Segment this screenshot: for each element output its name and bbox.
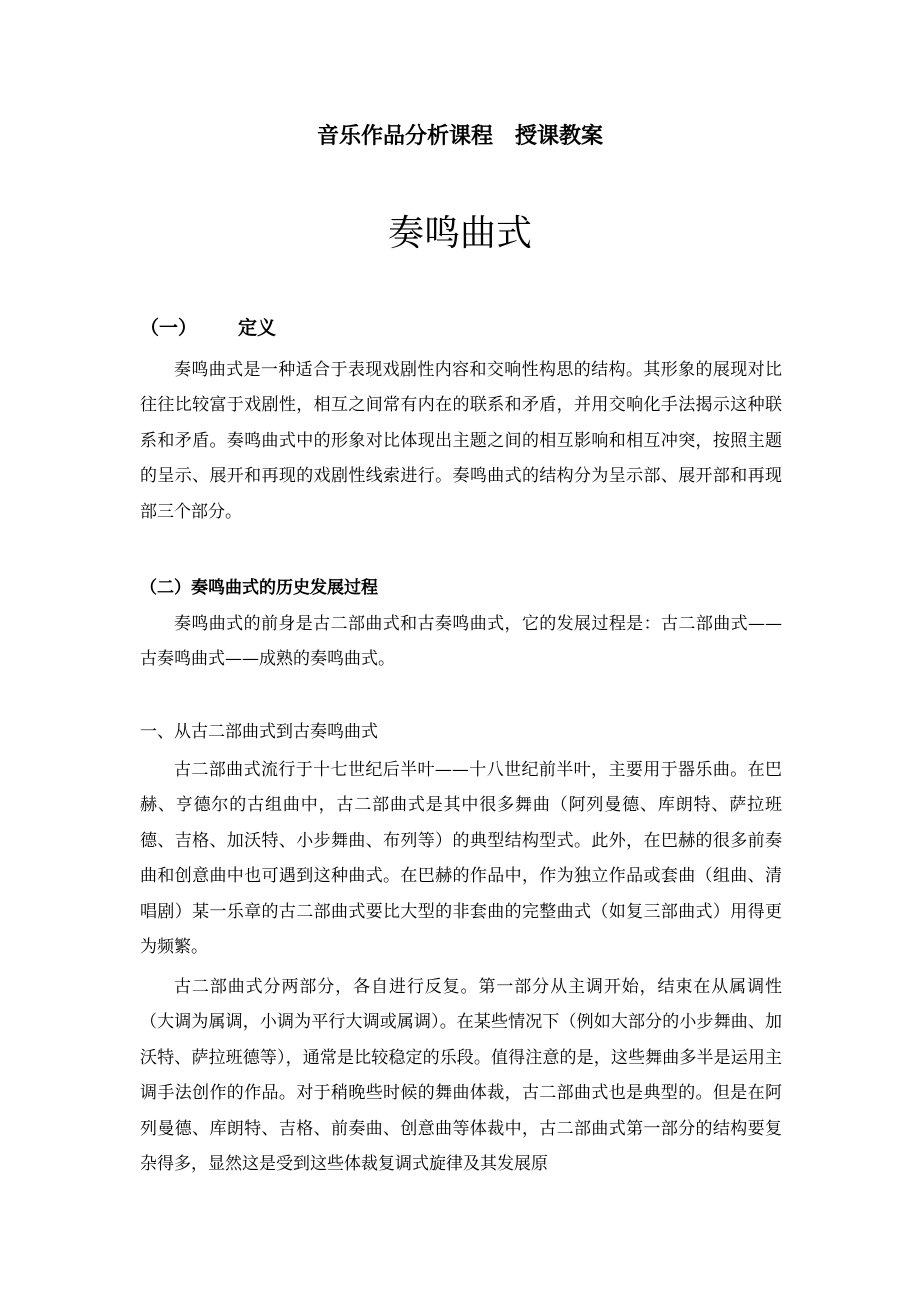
section2-heading: （二）奏鸣曲式的历史发展过程 [140, 578, 378, 598]
section1-title: 定义 [238, 317, 277, 339]
subsection1-paragraph2: 古二部曲式分两部分，各自进行反复。第一部分从主调开始，结束在从属调性（大调为属调，小调为平行大调或属调）。在某些情况下（例如大部分的小步舞曲、加沃特、萨拉班德等），通常是比较稳定的乐段。值得注意的是，这些舞曲多半是运用主调手法创作的作品。对于稍晚些时候的舞曲体裁，古二部曲式也是典型的。但是在阿列曼德、库朗特、吉格、前奏曲、创意曲等体裁中，古二部曲式第一部分的结构要复杂得多，显然这是受到这些体裁复调式旋律及其发展原 [140, 977, 782, 1175]
main-title: 奏鸣曲式 [387, 213, 532, 254]
subsection1-heading: 一、从古二部曲式到古奏鸣曲式 [140, 722, 378, 742]
section2-paragraph: 奏鸣曲式的前身是古二部曲式和古奏鸣曲式，它的发展过程是：古二部曲式——古奏鸣曲式——成熟的奏鸣曲式。 [140, 614, 782, 670]
section1-paragraph: 奏鸣曲式是一种适合于表现戏剧性内容和交响性构思的结构。其形象的展现对比往往比较富于戏剧性，相互之间常有内在的联系和矛盾，并用交响化手法揭示这种联系和矛盾。奏鸣曲式中的形象对比体现出主题之间的相互影响和相互冲突，按照主题的呈示、展开和再现的戏剧性线索进行。奏鸣曲式的结构分为呈示部、展开部和再现部三个部分。 [140, 360, 782, 522]
subsection1-paragraph1: 古二部曲式流行于十七世纪后半叶——十八世纪前半叶，主要用于器乐曲。在巴赫、亨德尔的古组曲中，古二部曲式是其中很多舞曲（阿列曼德、库朗特、萨拉班德、吉格、加沃特、小步舞曲、布列等）的典型结构型式。此外，在巴赫的很多前奏曲和创意曲中也可遇到这种曲式。在巴赫的作品中，作为独立作品或套曲（组曲、清唱剧）某一乐章的古二部曲式要比大型的非套曲的完整曲式（如复三部曲式）用得更为频繁。 [140, 760, 782, 958]
course-title: 音乐作品分析课程 授课教案 [316, 123, 603, 149]
section1-number: （一） [140, 317, 198, 339]
section1-heading [140, 312, 276, 344]
